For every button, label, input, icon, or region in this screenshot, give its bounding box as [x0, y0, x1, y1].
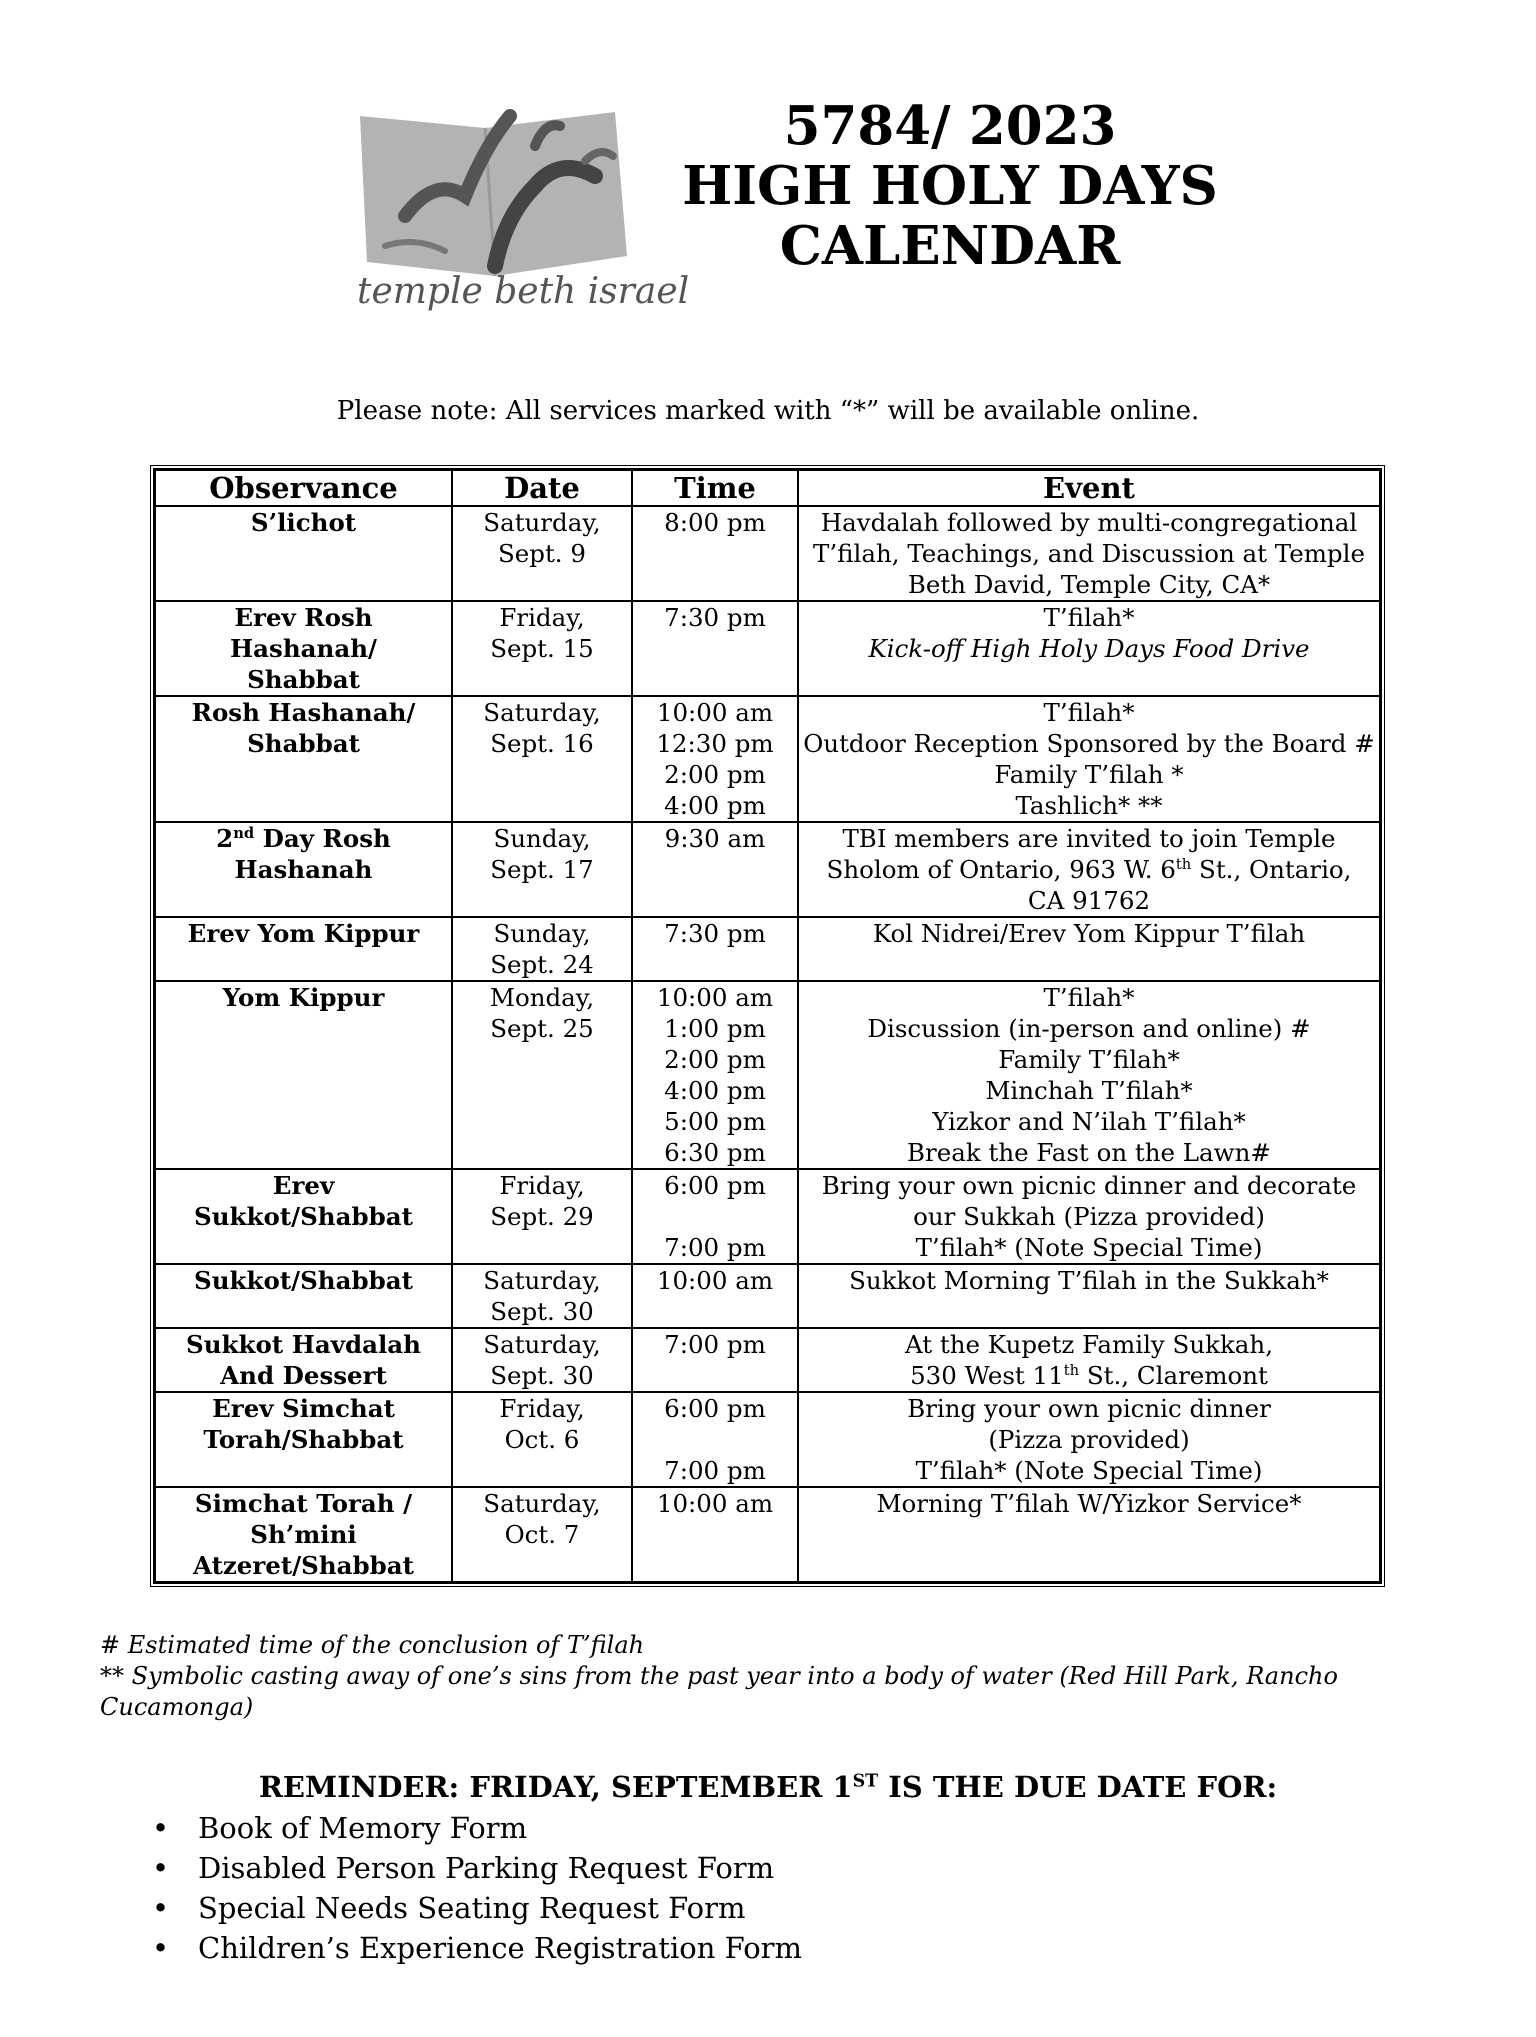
page-title: [640, 96, 1260, 276]
cell-time-line: 7:30 pm: [664, 919, 766, 948]
header-event: Event: [798, 470, 1380, 506]
forms-list: [150, 1808, 802, 1968]
table-row: [155, 1169, 1380, 1264]
cell-date: [452, 1487, 632, 1582]
cell-date: [452, 917, 632, 981]
cell-observance: [155, 696, 452, 822]
cell-time-line: 2:00 pm: [664, 1045, 766, 1074]
cell-event: [798, 1264, 1380, 1328]
cell-observance-line: Erev: [272, 1171, 335, 1200]
footnote-double-star: ** Symbolic casting away of one’s sins from the past year into a body of water (Red Hill Park, Rancho Cucamonga): [100, 1662, 1338, 1721]
list-item: • Book of Memory Form: [198, 1808, 802, 1848]
cell-date-line: Saturday,: [483, 508, 601, 537]
cell-event-line: Yizkor and N’ilah T’filah*: [932, 1107, 1246, 1136]
cell-date-line: Sept. 15: [490, 634, 594, 663]
cell-time-line: 7:00 pm: [664, 1456, 766, 1485]
cell-event: [798, 981, 1380, 1169]
cell-observance-line: Hashanah: [234, 855, 373, 884]
cell-observance-line: Atzeret/Shabbat: [193, 1551, 414, 1580]
cell-observance-line: And Dessert: [220, 1361, 387, 1390]
cell-date-line: Sept. 9: [498, 539, 586, 568]
cell-time: [632, 1487, 798, 1582]
cell-observance: [155, 1328, 452, 1392]
cell-date-line: Monday,: [489, 983, 595, 1012]
cell-observance: [155, 601, 452, 696]
cell-observance: [155, 917, 452, 981]
cell-event-line: Sukkot Morning T’filah in the Sukkah*: [849, 1266, 1329, 1295]
table-row: [155, 822, 1380, 917]
cell-time-line: 7:30 pm: [664, 603, 766, 632]
cell-event: [798, 1169, 1380, 1264]
list-item: • Children’s Experience Registration Form: [198, 1928, 802, 1968]
cell-time-line: 1:00 pm: [664, 1014, 766, 1043]
cell-time: [632, 917, 798, 981]
table-row: [155, 506, 1380, 601]
cell-event: [798, 822, 1380, 917]
cell-observance-line: Simchat Torah /: [194, 1489, 413, 1518]
cell-event-line: CA 91762: [1027, 886, 1151, 915]
cell-time: [632, 1392, 798, 1487]
table-header-row: [155, 470, 1380, 506]
cell-observance-line: Torah/Shabbat: [203, 1425, 404, 1454]
calendar-table: [154, 469, 1381, 1583]
cell-event-line: T’filah, Teachings, and Discussion at Temple: [813, 539, 1365, 568]
cell-time: [632, 1169, 798, 1264]
cell-time-line: 7:00 pm: [664, 1233, 766, 1262]
list-item: • Disabled Person Parking Request Form: [198, 1848, 802, 1888]
cell-event-line: Kick-off High Holy Days Food Drive: [868, 634, 1310, 663]
cell-date-line: Sept. 30: [490, 1297, 594, 1326]
cell-observance: [155, 1392, 452, 1487]
table-row: [155, 696, 1380, 822]
cell-event-line: TBI members are invited to join Temple: [842, 824, 1336, 853]
cell-event-line: Family T’filah*: [998, 1045, 1180, 1074]
cell-time: [632, 822, 798, 917]
title-line-calendar: CALENDAR: [779, 215, 1121, 277]
list-item: • Special Needs Seating Request Form: [198, 1888, 802, 1928]
cell-date-line: Friday,: [499, 603, 585, 632]
title-line-year: 5784/ 2023: [783, 95, 1117, 157]
cell-time: [632, 1264, 798, 1328]
cell-observance: [155, 1169, 452, 1264]
cell-time-line: 10:00 am: [656, 1266, 774, 1295]
cell-event-line: Bring your own picnic dinner and decorate: [821, 1171, 1357, 1200]
cell-observance-line: Hashanah/: [230, 634, 377, 663]
cell-event: [798, 601, 1380, 696]
cell-observance-line: Erev Simchat: [212, 1394, 395, 1423]
cell-event-line: T’filah*: [1043, 983, 1135, 1012]
cell-date: [452, 601, 632, 696]
cell-date: [452, 696, 632, 822]
table-row: [155, 1328, 1380, 1392]
cell-time-line: 7:00 pm: [664, 1330, 766, 1359]
cell-time: [632, 601, 798, 696]
cell-event-line: our Sukkah (Pizza provided): [913, 1202, 1265, 1231]
cell-observance-line: Shabbat: [247, 729, 360, 758]
cell-event-line: Tashlich* **: [1015, 791, 1163, 820]
footnotes: [100, 1630, 1400, 1723]
cell-time-line: 6:30 pm: [664, 1138, 766, 1167]
cell-event-line: Minchah T’filah*: [985, 1076, 1193, 1105]
online-note: Please note: All services marked with “*” will be available online.: [336, 396, 1200, 426]
cell-time-line: 4:00 pm: [664, 1076, 766, 1105]
cell-event: [798, 1392, 1380, 1487]
table-row: [155, 981, 1380, 1169]
cell-event-line: Family T’filah *: [994, 760, 1184, 789]
cell-observance-line: Sukkot/Shabbat: [194, 1266, 413, 1295]
cell-observance: [155, 1487, 452, 1582]
table-row: [155, 601, 1380, 696]
cell-event-line: Discussion (in-person and online) #: [867, 1014, 1311, 1043]
cell-date-line: Friday,: [499, 1171, 585, 1200]
cell-date: [452, 822, 632, 917]
cell-observance-line: Rosh Hashanah/: [191, 698, 416, 727]
table-row: [155, 917, 1380, 981]
cell-time-line: 6:00 pm: [664, 1394, 766, 1423]
cell-event-line: Break the Fast on the Lawn#: [907, 1138, 1271, 1167]
cell-event-line: T’filah*: [1043, 698, 1135, 727]
cell-time-line: 10:00 am: [656, 983, 774, 1012]
cell-date: [452, 1169, 632, 1264]
cell-time-line: 12:30 pm: [656, 729, 774, 758]
cell-time-line: [637, 1424, 793, 1455]
cell-observance-line: Erev Rosh: [234, 603, 373, 632]
cell-time: [632, 696, 798, 822]
cell-event-line: At the Kupetz Family Sukkah,: [905, 1330, 1273, 1359]
cell-event-line: T’filah* (Note Special Time): [915, 1233, 1263, 1262]
cell-event: [798, 1487, 1380, 1582]
cell-date: [452, 1328, 632, 1392]
cell-time: [632, 981, 798, 1169]
header-time: Time: [632, 470, 798, 506]
cell-date-line: Sept. 24: [490, 950, 594, 979]
cell-date-line: Sept. 17: [490, 855, 594, 884]
cell-date-line: Saturday,: [483, 1330, 601, 1359]
cell-date: [452, 981, 632, 1169]
cell-date: [452, 1392, 632, 1487]
cell-observance-line: Shabbat: [247, 665, 360, 694]
cell-time-line: 10:00 am: [656, 1489, 774, 1518]
cell-date: [452, 1264, 632, 1328]
cell-date-line: Oct. 7: [504, 1520, 580, 1549]
cell-date-line: Sept. 16: [490, 729, 594, 758]
cell-date-line: Saturday,: [483, 1489, 601, 1518]
cell-time-line: 2:00 pm: [664, 760, 766, 789]
cell-date-line: Sept. 30: [490, 1361, 594, 1390]
cell-time: [632, 1328, 798, 1392]
cell-observance: [155, 981, 452, 1169]
cell-time-line: 8:00 pm: [664, 508, 766, 537]
cell-event-line: Sholom of Ontario, 963 W. 6th St., Ontario,: [826, 855, 1352, 884]
cell-event-line: (Pizza provided): [988, 1425, 1190, 1454]
cell-event: [798, 1328, 1380, 1392]
cell-event: [798, 506, 1380, 601]
cell-observance: [155, 1264, 452, 1328]
cell-observance-line: Sukkot Havdalah: [186, 1330, 421, 1359]
cell-date: [452, 506, 632, 601]
calendar-table-frame: [150, 465, 1385, 1587]
title-line-main: HIGH HOLY DAYS: [682, 155, 1218, 217]
cell-time-line: [637, 1201, 793, 1232]
cell-time-line: 5:00 pm: [664, 1107, 766, 1136]
cell-event-line: T’filah* (Note Special Time): [915, 1456, 1263, 1485]
cell-event-line: 530 West 11th St., Claremont: [910, 1361, 1268, 1390]
cell-time-line: 4:00 pm: [664, 791, 766, 820]
logo-text: temple beth israel: [357, 271, 690, 312]
cell-time-line: 10:00 am: [656, 698, 774, 727]
cell-event-line: Kol Nidrei/Erev Yom Kippur T’filah: [872, 919, 1306, 948]
cell-date-line: Saturday,: [483, 1266, 601, 1295]
cell-time: [632, 506, 798, 601]
cell-observance-line: Sh’mini: [250, 1520, 357, 1549]
cell-observance-line: 2nd Day Rosh: [216, 824, 391, 853]
cell-date-line: Sept. 25: [490, 1014, 594, 1043]
cell-observance-line: S’lichot: [250, 508, 357, 537]
table-row: [155, 1392, 1380, 1487]
cell-observance-line: Sukkot/Shabbat: [194, 1202, 413, 1231]
cell-event-line: Outdoor Reception Sponsored by the Board #: [803, 729, 1375, 758]
footnote-hash: # Estimated time of the conclusion of T’filah: [100, 1631, 645, 1659]
cell-date-line: Sunday,: [493, 824, 591, 853]
cell-event-line: Havdalah followed by multi-congregational: [820, 508, 1358, 537]
cell-date-line: Friday,: [499, 1394, 585, 1423]
cell-event-line: Bring your own picnic dinner: [907, 1394, 1271, 1423]
cell-observance-line: Yom Kippur: [222, 983, 385, 1012]
table-row: [155, 1264, 1380, 1328]
header-date: Date: [452, 470, 632, 506]
cell-date-line: Sunday,: [493, 919, 591, 948]
cell-date-line: Sept. 29: [490, 1202, 594, 1231]
table-row: [155, 1487, 1380, 1582]
cell-event-line: T’filah*: [1043, 603, 1135, 632]
cell-observance: [155, 506, 452, 601]
temple-logo: [345, 86, 690, 326]
cell-observance: [155, 822, 452, 917]
cell-time-line: 6:00 pm: [664, 1171, 766, 1200]
cell-event-line: Beth David, Temple City, CA*: [907, 570, 1271, 599]
cell-event: [798, 917, 1380, 981]
table-body: [155, 506, 1380, 1582]
reminder-heading: REMINDER: FRIDAY, SEPTEMBER 1ST IS THE DUE DATE FOR:: [258, 1770, 1278, 1804]
cell-observance-line: Erev Yom Kippur: [187, 919, 420, 948]
header-observance: Observance: [155, 470, 452, 506]
cell-time-line: 9:30 am: [664, 824, 766, 853]
cell-date-line: Saturday,: [483, 698, 601, 727]
cell-event: [798, 696, 1380, 822]
cell-event-line: Morning T’filah W/Yizkor Service*: [876, 1489, 1302, 1518]
cell-date-line: Oct. 6: [504, 1425, 580, 1454]
